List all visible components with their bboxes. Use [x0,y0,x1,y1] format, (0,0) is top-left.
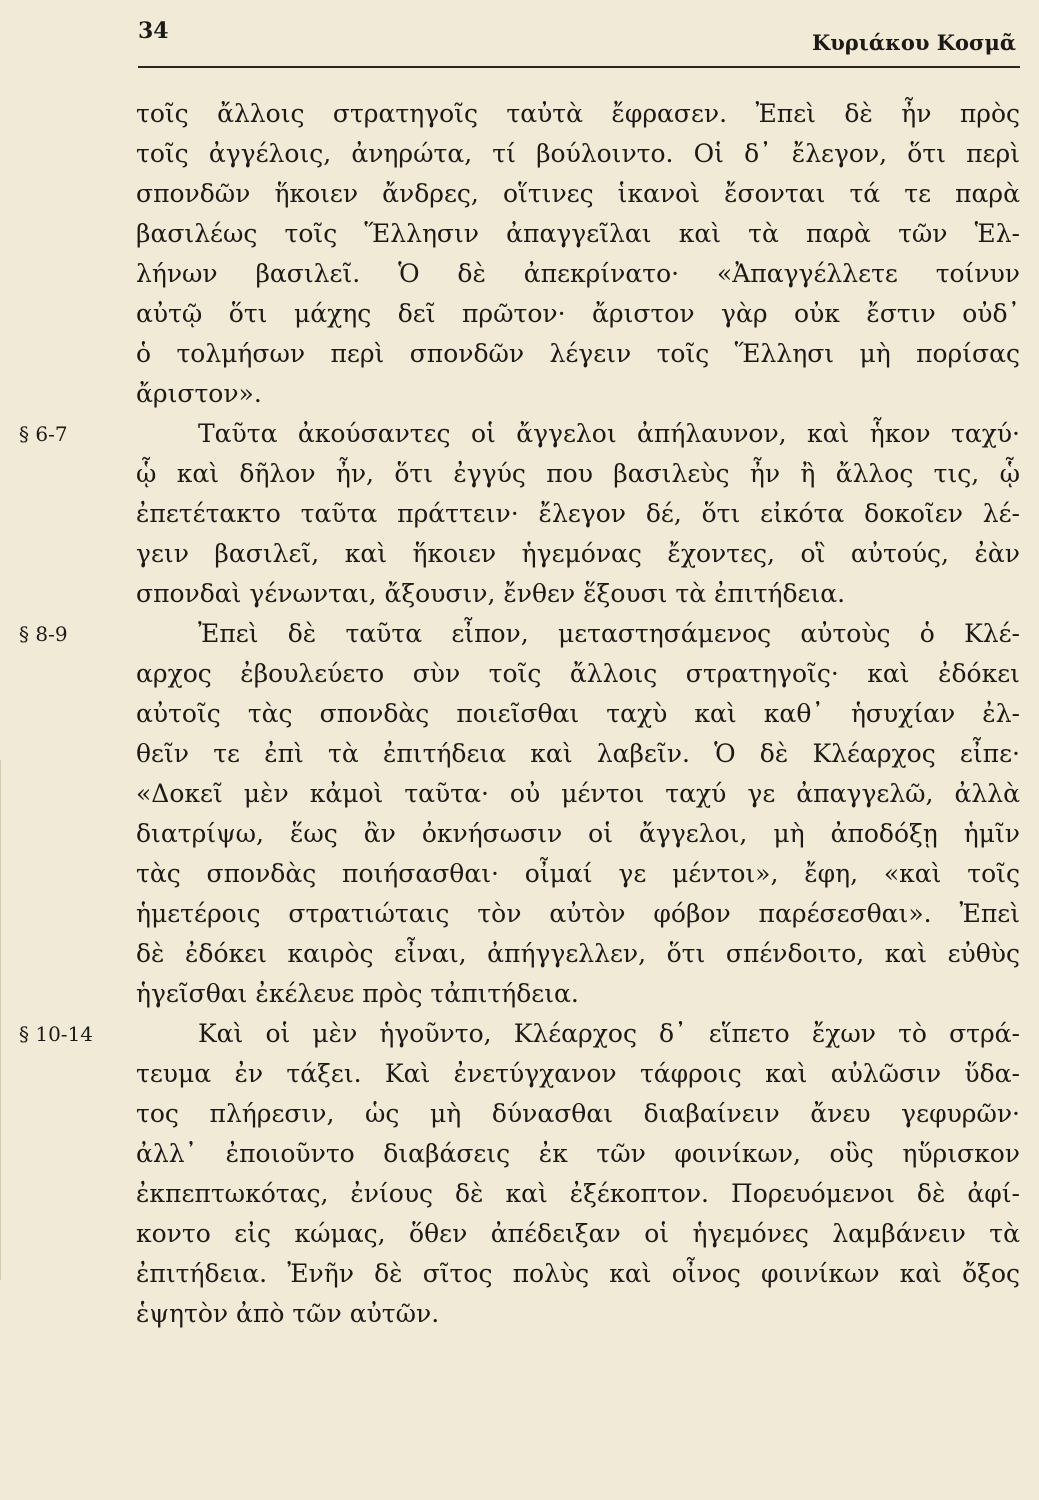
text-line: Ἐπεὶ δὲ ταῦτα εἶπον, μεταστησάμενος αὐτοὺς ὁ Κλέ- [198,619,1020,648]
text-line: αὐτῷ ὅτι μάχης δεῖ πρῶτον· ἄριστον γὰρ οὐκ ἔστιν οὐδ᾽ [136,299,1020,328]
section-marker: § 6-7 [19,422,68,446]
text-line: θεῖν τε ἐπὶ τὰ ἐπιτήδεια καὶ λαβεῖν. Ὁ δὲ Κλέαρχος εἶπε· [136,739,1020,768]
text-line: τευμα ἐν τάξει. Καὶ ἐνετύγχανον τάφροις καὶ αὐλῶσιν ὕδα- [136,1059,1020,1088]
text-line: Ταῦτα ἀκούσαντες οἱ ἄγγελοι ἀπήλαυνον, καὶ ἧκον ταχύ· [198,419,1020,448]
text-line: τὰς σπονδὰς ποιήσασθαι· οἶμαί γε μέντοι», ἔφη, «καὶ τοῖς [136,859,1020,888]
text-line: ἐκπεπτωκότας, ἐνίους δὲ καὶ ἐξέκοπτον. Πορευόμενοι δὲ ἀφί- [136,1179,1020,1208]
page-header [138,18,1020,68]
text-line: ἡγεῖσθαι ἐκέλευε πρὸς τἀπιτήδεια. [136,979,579,1008]
text-line: αὐτοῖς τὰς σπονδὰς ποιεῖσθαι ταχὺ καὶ καθ᾽ ἡσυχίαν ἐλ- [136,699,1020,728]
text-line: τοῖς ἀγγέλοις, ἀνηρώτα, τί βούλοιντο. Οἱ δ᾽ ἔλεγον, ὅτι περὶ [136,139,1020,168]
text-line: ἡμετέροις στρατιώταις τὸν αὐτὸν φόβον παρέσεσθαι». Ἐπεὶ [136,899,1020,928]
text-line: δὲ ἐδόκει καιρὸς εἶναι, ἀπήγγελλεν, ὅτι σπένδοιτο, καὶ εὐθὺς [136,939,1020,968]
text-line: τοῖς ἄλλοις στρατηγοῖς ταὐτὰ ἔφρασεν. Ἐπεὶ δὲ ἦν πρὸς [136,99,1020,128]
running-title: Κυριάκου Κοσμᾶ [811,30,1016,55]
page-gutter-edge [0,760,13,1280]
text-line: αρχος ἐβουλεύετο σὺν τοῖς ἄλλοις στρατηγοῖς· καὶ ἐδόκει [136,659,1020,688]
text-line: ἐπιτήδεια. Ἐνῆν δὲ σῖτος πολὺς καὶ οἶνος φοινίκων καὶ ὄξος [136,1259,1020,1288]
page-number: 34 [138,18,169,44]
text-line: ἑψητὸν ἀπὸ τῶν αὐτῶν. [136,1299,440,1328]
section-marker: § 8-9 [19,622,68,646]
text-line: ἀλλ᾽ ἐποιοῦντο διαβάσεις ἐκ τῶν φοινίκων, οὓς ηὕρισκον [136,1139,1020,1168]
body-text [19,94,1020,1334]
text-line: ἄριστον». [136,379,262,408]
text-line: ὁ τολμήσων περὶ σπονδῶν λέγειν τοῖς Ἕλλησι μὴ πορίσας [136,339,1020,368]
text-line: τος πλήρεσιν, ὡς μὴ δύνασθαι διαβαίνειν ἄνευ γεφυρῶν· [136,1099,1020,1128]
text-line: βασιλέως τοῖς Ἕλλησιν ἀπαγγεῖλαι καὶ τὰ παρὰ τῶν Ἑλ- [136,219,1020,248]
text-line: σπονδαὶ γένωνται, ἄξουσιν, ἔνθεν ἕξουσι τὰ ἐπιτήδεια. [136,579,846,608]
text-line: «Δοκεῖ μὲν κἀμοὶ ταῦτα· οὐ μέντοι ταχύ γε ἀπαγγελῶ, ἀλλὰ [136,779,1020,808]
text-line: σπονδῶν ἥκοιεν ἄνδρες, οἵτινες ἱκανοὶ ἔσονται τά τε παρὰ [136,179,1020,208]
paragraph-10-14 [19,1014,1020,1334]
text-line: γειν βασιλεῖ, καὶ ἥκοιεν ἡγεμόνας ἔχοντες, οἳ αὐτούς, ἐὰν [136,539,1020,568]
text-line: Καὶ οἱ μὲν ἡγοῦντο, Κλέαρχος δ᾽ εἵπετο ἔχων τὸ στρά- [198,1019,1020,1048]
text-line: διατρίψω, ἕως ἂν ὀκνήσωσιν οἱ ἄγγελοι, μὴ ἀποδόξῃ ἡμῖν [136,819,1020,848]
text-line: ἐπετέτακτο ταῦτα πράττειν· ἔλεγον δέ, ὅτι εἰκότα δοκοῖεν λέ- [136,499,1020,528]
text-line: κοντο εἰς κώμας, ὅθεν ἀπέδειξαν οἱ ἡγεμόνες λαμβάνειν τὰ [136,1219,1020,1248]
section-marker: § 10-14 [19,1022,94,1046]
text-line: λήνων βασιλεῖ. Ὁ δὲ ἀπεκρίνατο· «Ἀπαγγέλλετε τοίνυν [136,259,1020,288]
paragraph-1 [136,94,1020,414]
text-line: ᾧ καὶ δῆλον ἦν, ὅτι ἐγγύς που βασιλεὺς ἦν ἢ ἄλλος τις, ᾧ [136,459,1020,488]
paragraph-8-9 [19,614,1020,1014]
paragraph-6-7 [19,414,1020,614]
